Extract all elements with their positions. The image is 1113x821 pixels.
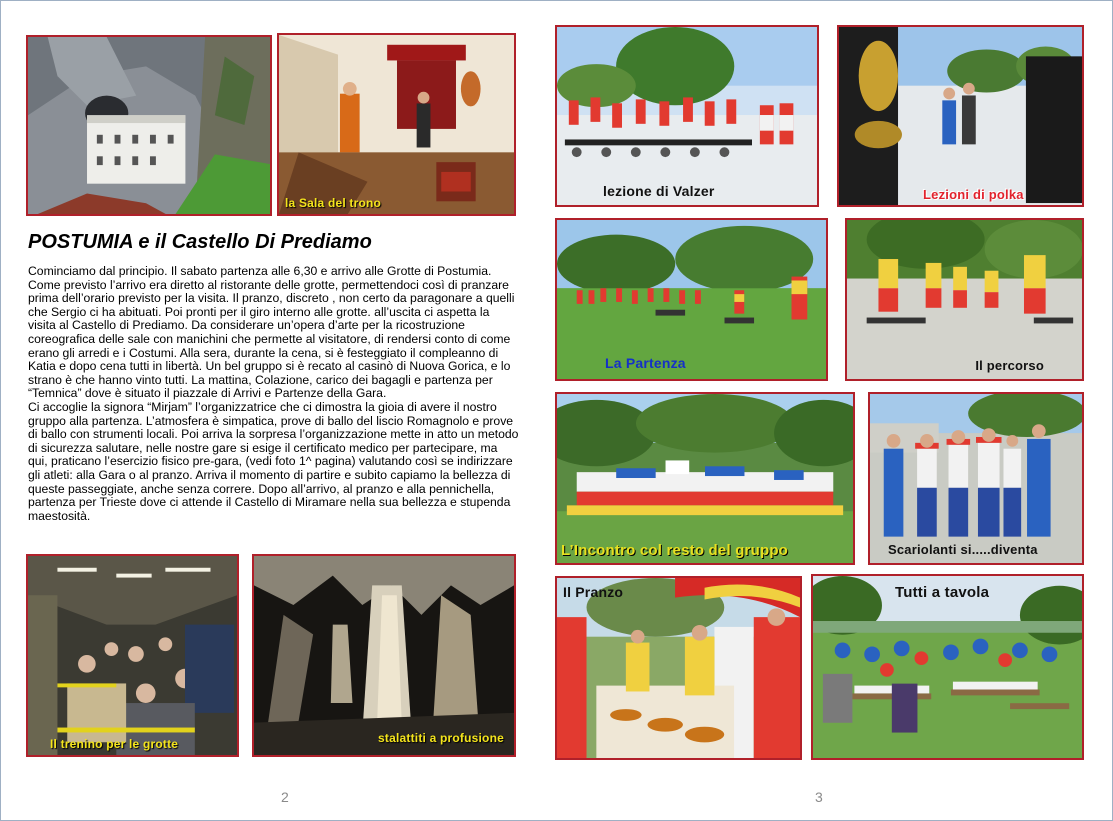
article-paragraph: Cominciamo dal principio. Il sabato partenza alle 6,30 e arrivo alle Grotte di Postumia. Come previsto l’arrivo era diretto al ristorante delle grotte, permettendoci così di pranzare prima dell’orario previsto per la visita. Il pranzo, discreto , non certo da paragonare a quelli che Sergio ci ha abituati. Poi pronti per il giro interno alle grotte. all’uscita ci aspetta la visita al Castello di Prediamo. Da considerare un’opera d’arte per la ricostruzione coreografica delle sale con manichini che permette al visitatore, di rendersi conto di come erano gli arredi e i Costumi. Alla sera, durante la cena, si è festeggiato il compleanno di Katia e dopo cena tutti in libertà. Un bel gruppo si è recato al casinò di Nuova Gorica, e lo strano è che hanno vinto tutti. La mattina, Colazione, carico dei bagagli e partenza per “Temnica” dove è situato il piazzale di Arrivi e Partenze della Gara. <box>28 264 515 401</box>
photo-la-partenza <box>555 218 828 381</box>
article-title: POSTUMIA e il Castello Di Prediamo <box>28 231 372 253</box>
photo-tutti-a-tavola <box>811 574 1084 760</box>
caption-il-percorso: Il percorso <box>975 358 1044 373</box>
caption-il-pranzo: Il Pranzo <box>563 584 624 600</box>
caption-tutti-a-tavola: Tutti a tavola <box>895 584 990 601</box>
page-number-left: 2 <box>281 789 289 805</box>
photo-il-pranzo <box>555 576 802 760</box>
photo-throne-room <box>277 33 516 216</box>
page-number-right: 3 <box>815 789 823 805</box>
article-paragraph: Ci accoglie la signora “Mirjam” l’organizzatrice che ci dimostra la gioia di avere il nostro gruppo alla partenza. L’atmosfera è simpatica, prove di ballo del liscio Romagnolo e prove di ballo con strumenti locali. Poi arriva la sorpresa l’organizzazione mette in atto un metodo di sicurezza salutare, nelle nostre gare si esige il certificato medico per partecipare, ma qui, praticano l’esercizio fisico pre-gara, (vedi foto 1^ pagina) valutando così se indirizzare gli atleti: alla Gara o al pranzo. Arriva il momento di partire e subito capiamo la bellezza di queste passeggiate, anche senza correre. Dopo all’arrivo, al pranzo e alla pennichella, partenza per Trieste dove ci attende il Castello di Miramare nella sua bellezza e stupenda maestosità. <box>28 399 519 523</box>
photo-castle-predjama <box>26 35 272 216</box>
photo-incontro-gruppo <box>555 392 855 565</box>
caption-sala-del-trono: la Sala del trono <box>285 196 382 210</box>
caption-la-partenza: La Partenza <box>605 355 686 371</box>
caption-incontro: L’Incontro col resto del gruppo <box>561 542 789 559</box>
caption-trenino: Il trenino per le grotte <box>50 737 179 751</box>
article-body <box>28 265 520 523</box>
photo-cave-train <box>26 554 239 757</box>
photo-stalactites <box>252 554 516 757</box>
caption-stalattiti: stalattiti a profusione <box>378 731 504 745</box>
photo-scariolanti <box>868 392 1084 565</box>
photo-lezioni-polka <box>837 25 1084 207</box>
caption-lezioni-polka: Lezioni di polka <box>923 187 1024 202</box>
photo-il-percorso <box>845 218 1084 381</box>
caption-scariolanti: Scariolanti si.....diventa <box>888 542 1038 557</box>
photo-lezione-valzer <box>555 25 819 207</box>
caption-lezione-valzer: lezione di Valzer <box>603 183 715 199</box>
